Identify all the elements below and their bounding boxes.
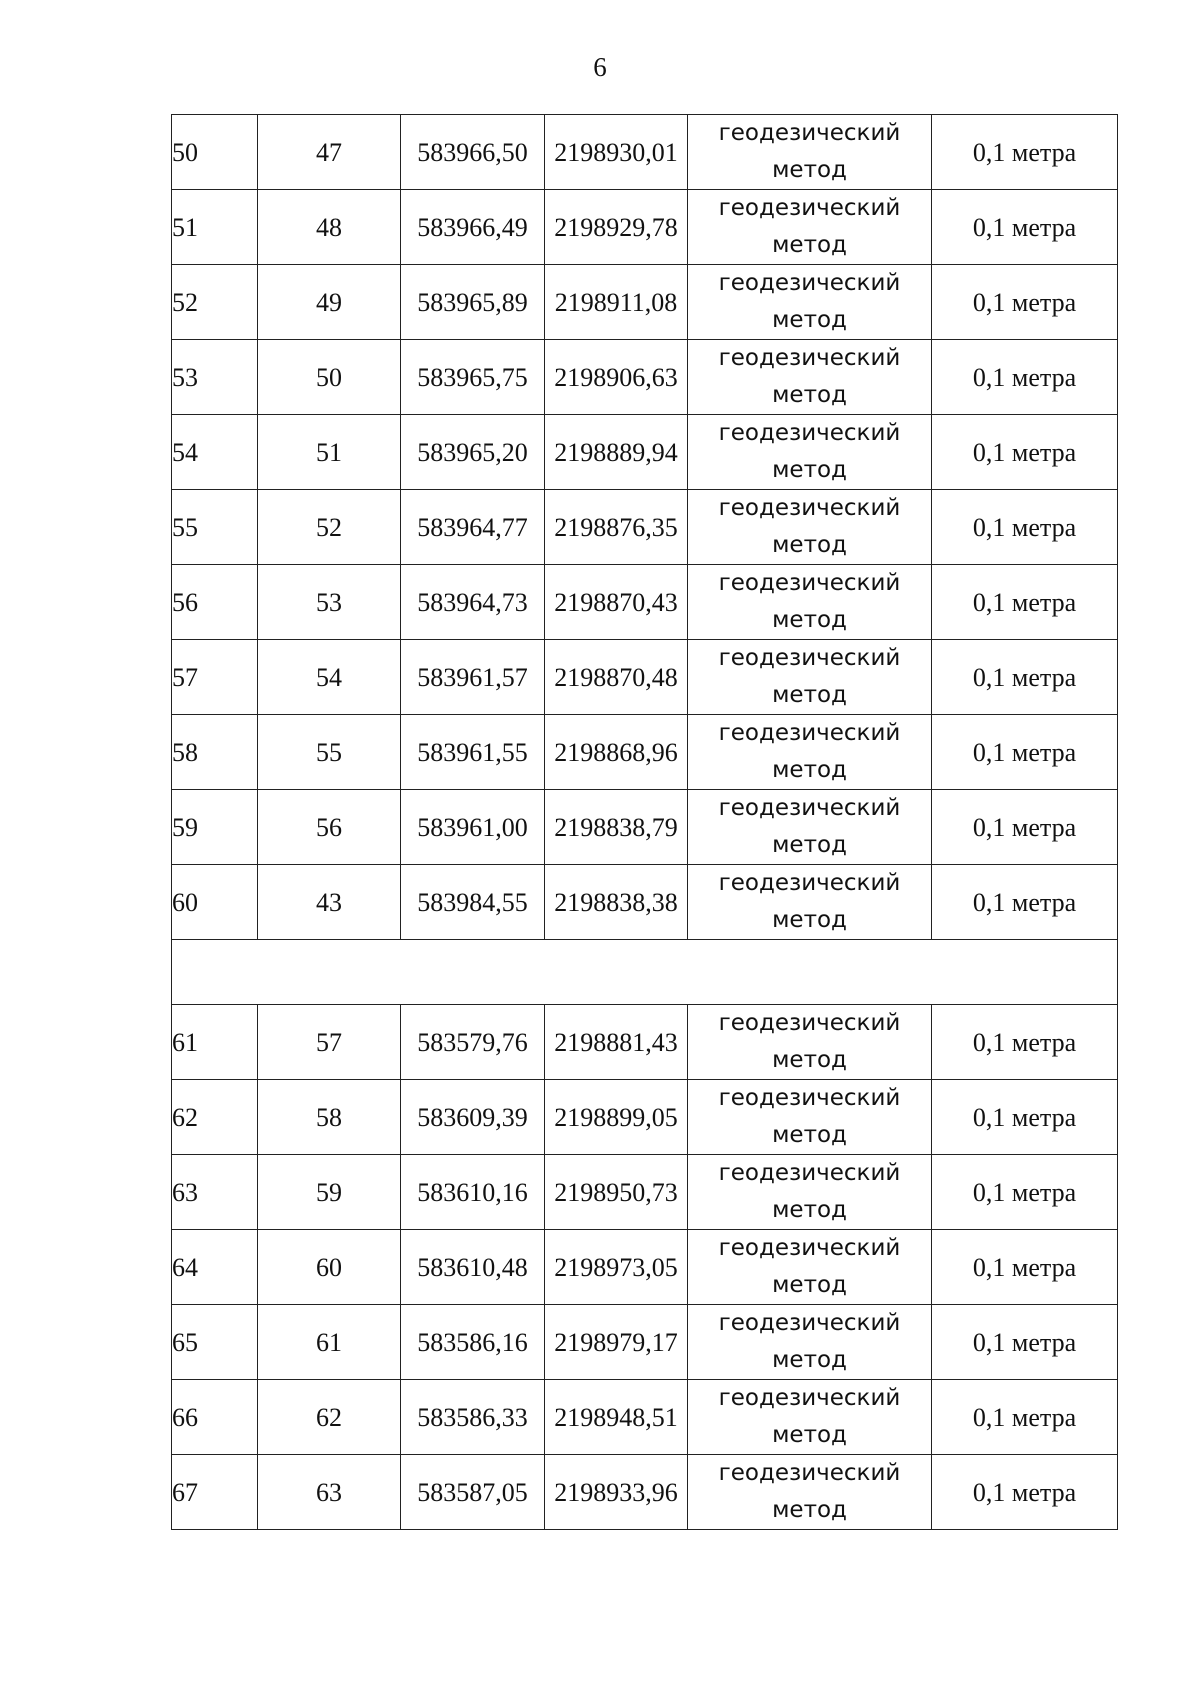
precision-cell: 0,1 метра [932, 640, 1118, 715]
row-number-cell: 58 [172, 715, 258, 790]
method-line-2: метод [772, 157, 847, 183]
method-line-2: метод [772, 1497, 847, 1523]
method-cell [688, 115, 932, 190]
method-line-1: геодезический [718, 495, 901, 521]
point-number-cell: 63 [258, 1455, 401, 1530]
precision-cell: 0,1 метра [932, 265, 1118, 340]
method-line-1: геодезический [718, 645, 901, 671]
method-line-2: метод [772, 1272, 847, 1298]
x-coordinate-cell: 583586,16 [401, 1305, 545, 1380]
method-cell [688, 1305, 932, 1380]
y-coordinate-cell: 2198876,35 [545, 490, 688, 565]
x-coordinate-cell: 583965,75 [401, 340, 545, 415]
method-line-1: геодезический [718, 345, 901, 371]
method-cell [688, 790, 932, 865]
y-coordinate-cell: 2198889,94 [545, 415, 688, 490]
precision-cell: 0,1 метра [932, 715, 1118, 790]
point-number-cell: 57 [258, 1005, 401, 1080]
x-coordinate-cell: 583961,00 [401, 790, 545, 865]
page-number: 6 [593, 52, 607, 82]
method-line-1: геодезический [718, 120, 901, 146]
table-row [172, 115, 1118, 190]
y-coordinate-cell: 2198930,01 [545, 115, 688, 190]
point-number-cell: 43 [258, 865, 401, 940]
table-row [172, 1230, 1118, 1305]
x-coordinate-cell: 583586,33 [401, 1380, 545, 1455]
row-number-cell: 63 [172, 1155, 258, 1230]
table-row [172, 190, 1118, 265]
table-row [172, 1080, 1118, 1155]
row-number-cell: 51 [172, 190, 258, 265]
method-line-2: метод [772, 1347, 847, 1373]
row-number-cell: 60 [172, 865, 258, 940]
row-number-cell: 56 [172, 565, 258, 640]
point-number-cell: 51 [258, 415, 401, 490]
row-number-cell: 67 [172, 1455, 258, 1530]
y-coordinate-cell: 2198881,43 [545, 1005, 688, 1080]
method-line-1: геодезический [718, 1385, 901, 1411]
point-number-cell: 49 [258, 265, 401, 340]
precision-cell: 0,1 метра [932, 1305, 1118, 1380]
table-row [172, 1455, 1118, 1530]
table-row [172, 715, 1118, 790]
table-row [172, 265, 1118, 340]
table-separator-row [172, 940, 1118, 1005]
method-cell [688, 1455, 932, 1530]
table-row [172, 640, 1118, 715]
row-number-cell: 57 [172, 640, 258, 715]
table-row [172, 340, 1118, 415]
method-cell [688, 490, 932, 565]
precision-cell: 0,1 метра [932, 865, 1118, 940]
x-coordinate-cell: 583610,48 [401, 1230, 545, 1305]
y-coordinate-cell: 2198929,78 [545, 190, 688, 265]
y-coordinate-cell: 2198899,05 [545, 1080, 688, 1155]
method-line-2: метод [772, 907, 847, 933]
method-line-1: геодезический [718, 795, 901, 821]
table-row [172, 565, 1118, 640]
point-number-cell: 53 [258, 565, 401, 640]
precision-cell: 0,1 метра [932, 1380, 1118, 1455]
point-number-cell: 56 [258, 790, 401, 865]
point-number-cell: 48 [258, 190, 401, 265]
coordinates-table-body [172, 115, 1118, 1530]
method-line-2: метод [772, 457, 847, 483]
method-line-2: метод [772, 382, 847, 408]
y-coordinate-cell: 2198950,73 [545, 1155, 688, 1230]
y-coordinate-cell: 2198870,43 [545, 565, 688, 640]
row-number-cell: 53 [172, 340, 258, 415]
method-cell [688, 1080, 932, 1155]
y-coordinate-cell: 2198870,48 [545, 640, 688, 715]
method-line-1: геодезический [718, 870, 901, 896]
point-number-cell: 61 [258, 1305, 401, 1380]
row-number-cell: 65 [172, 1305, 258, 1380]
method-line-1: геодезический [718, 720, 901, 746]
point-number-cell: 58 [258, 1080, 401, 1155]
point-number-cell: 52 [258, 490, 401, 565]
method-line-2: метод [772, 1197, 847, 1223]
method-cell [688, 1230, 932, 1305]
x-coordinate-cell: 583966,50 [401, 115, 545, 190]
row-number-cell: 59 [172, 790, 258, 865]
method-cell [688, 640, 932, 715]
y-coordinate-cell: 2198979,17 [545, 1305, 688, 1380]
precision-cell: 0,1 метра [932, 340, 1118, 415]
method-cell [688, 1005, 932, 1080]
method-line-1: геодезический [718, 1310, 901, 1336]
point-number-cell: 62 [258, 1380, 401, 1455]
method-line-1: геодезический [718, 1235, 901, 1261]
method-line-2: метод [772, 682, 847, 708]
table-row [172, 1380, 1118, 1455]
x-coordinate-cell: 583984,55 [401, 865, 545, 940]
coordinates-table [171, 114, 1118, 1530]
point-number-cell: 55 [258, 715, 401, 790]
x-coordinate-cell: 583610,16 [401, 1155, 545, 1230]
x-coordinate-cell: 583587,05 [401, 1455, 545, 1530]
y-coordinate-cell: 2198838,38 [545, 865, 688, 940]
method-cell [688, 190, 932, 265]
x-coordinate-cell: 583965,89 [401, 265, 545, 340]
precision-cell: 0,1 метра [932, 190, 1118, 265]
point-number-cell: 47 [258, 115, 401, 190]
method-line-1: геодезический [718, 570, 901, 596]
row-number-cell: 66 [172, 1380, 258, 1455]
method-line-2: метод [772, 832, 847, 858]
y-coordinate-cell: 2198906,63 [545, 340, 688, 415]
precision-cell: 0,1 метра [932, 1005, 1118, 1080]
point-number-cell: 59 [258, 1155, 401, 1230]
method-cell [688, 565, 932, 640]
method-line-1: геодезический [718, 1160, 901, 1186]
method-line-2: метод [772, 607, 847, 633]
y-coordinate-cell: 2198911,08 [545, 265, 688, 340]
table-row [172, 790, 1118, 865]
method-line-1: геодезический [718, 420, 901, 446]
method-line-2: метод [772, 1047, 847, 1073]
x-coordinate-cell: 583965,20 [401, 415, 545, 490]
row-number-cell: 54 [172, 415, 258, 490]
table-row [172, 1005, 1118, 1080]
method-line-1: геодезический [718, 195, 901, 221]
method-cell [688, 340, 932, 415]
row-number-cell: 55 [172, 490, 258, 565]
method-cell [688, 1380, 932, 1455]
point-number-cell: 50 [258, 340, 401, 415]
point-number-cell: 54 [258, 640, 401, 715]
table-row [172, 415, 1118, 490]
y-coordinate-cell: 2198868,96 [545, 715, 688, 790]
x-coordinate-cell: 583961,55 [401, 715, 545, 790]
method-cell [688, 1155, 932, 1230]
method-line-2: метод [772, 1422, 847, 1448]
method-line-2: метод [772, 1122, 847, 1148]
precision-cell: 0,1 метра [932, 1455, 1118, 1530]
precision-cell: 0,1 метра [932, 1080, 1118, 1155]
table-row [172, 865, 1118, 940]
x-coordinate-cell: 583579,76 [401, 1005, 545, 1080]
method-line-1: геодезический [718, 1460, 901, 1486]
x-coordinate-cell: 583964,77 [401, 490, 545, 565]
method-line-1: геодезический [718, 1085, 901, 1111]
method-line-2: метод [772, 532, 847, 558]
precision-cell: 0,1 метра [932, 115, 1118, 190]
precision-cell: 0,1 метра [932, 1230, 1118, 1305]
precision-cell: 0,1 метра [932, 1155, 1118, 1230]
method-line-2: метод [772, 232, 847, 258]
y-coordinate-cell: 2198973,05 [545, 1230, 688, 1305]
precision-cell: 0,1 метра [932, 790, 1118, 865]
row-number-cell: 62 [172, 1080, 258, 1155]
y-coordinate-cell: 2198933,96 [545, 1455, 688, 1530]
y-coordinate-cell: 2198948,51 [545, 1380, 688, 1455]
method-line-1: геодезический [718, 1010, 901, 1036]
x-coordinate-cell: 583961,57 [401, 640, 545, 715]
y-coordinate-cell: 2198838,79 [545, 790, 688, 865]
method-line-2: метод [772, 757, 847, 783]
precision-cell: 0,1 метра [932, 415, 1118, 490]
x-coordinate-cell: 583609,39 [401, 1080, 545, 1155]
method-line-2: метод [772, 307, 847, 333]
precision-cell: 0,1 метра [932, 565, 1118, 640]
row-number-cell: 64 [172, 1230, 258, 1305]
row-number-cell: 61 [172, 1005, 258, 1080]
method-cell [688, 415, 932, 490]
method-cell [688, 865, 932, 940]
method-cell [688, 265, 932, 340]
x-coordinate-cell: 583964,73 [401, 565, 545, 640]
x-coordinate-cell: 583966,49 [401, 190, 545, 265]
precision-cell: 0,1 метра [932, 490, 1118, 565]
table-row [172, 1305, 1118, 1380]
row-number-cell: 52 [172, 265, 258, 340]
table-row [172, 490, 1118, 565]
method-line-1: геодезический [718, 270, 901, 296]
row-number-cell: 50 [172, 115, 258, 190]
method-cell [688, 715, 932, 790]
table-row [172, 1155, 1118, 1230]
table-separator-cell [172, 940, 1118, 1005]
point-number-cell: 60 [258, 1230, 401, 1305]
